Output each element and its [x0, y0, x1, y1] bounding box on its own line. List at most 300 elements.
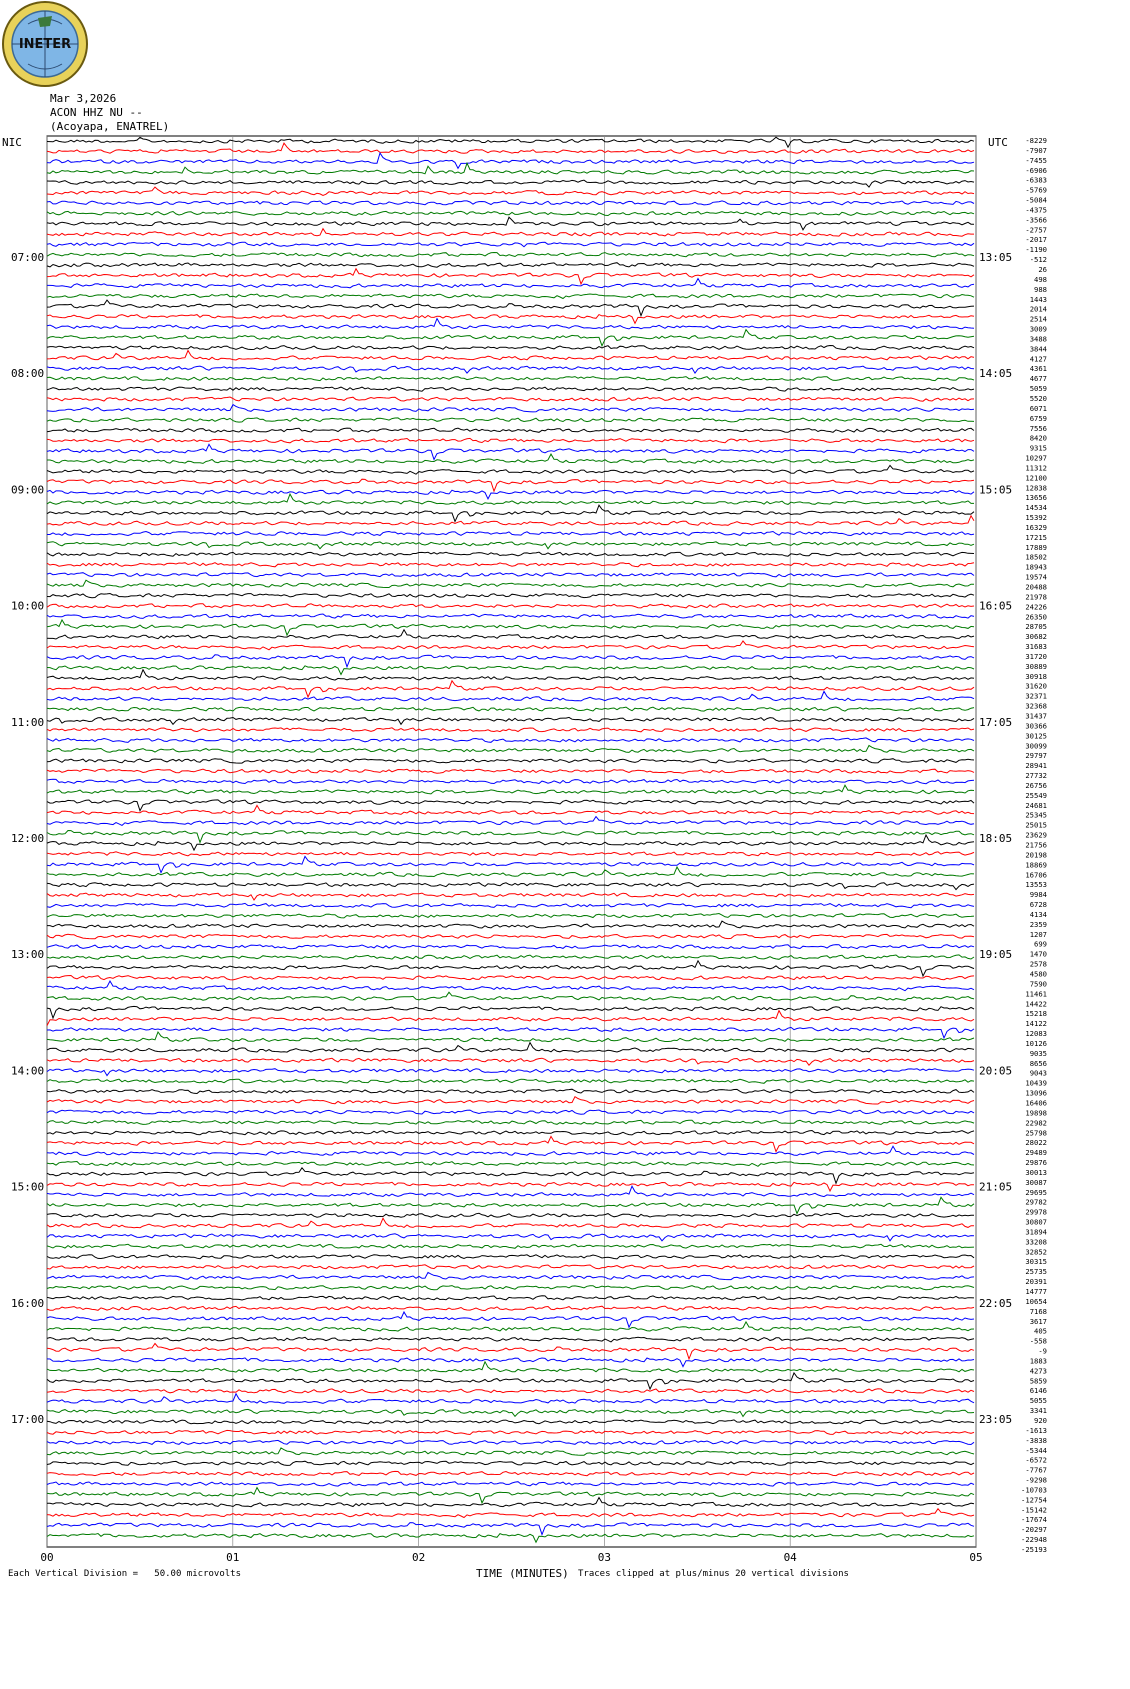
trace-59: [47, 738, 974, 743]
trace-32: [47, 454, 974, 463]
trace-offset-label: 19574: [1025, 572, 1047, 582]
trace-21: [47, 346, 974, 350]
trace-offset-label: -6572: [1025, 1455, 1047, 1465]
trace-41: [47, 552, 974, 556]
trace-offset-label: 1207: [1029, 929, 1047, 939]
trace-95: [47, 1110, 974, 1114]
left-time-label: 15:00: [11, 1180, 45, 1194]
trace-130: [47, 1471, 974, 1475]
trace-offset-label: 2514: [1029, 314, 1047, 324]
left-time-label: 07:00: [11, 251, 45, 264]
clip-note: Traces clipped at plus/minus 20 vertical divisions: [578, 1569, 849, 1579]
trace-46: [47, 604, 974, 608]
trace-8: [47, 211, 974, 215]
trace-offset-label: 6728: [1029, 900, 1047, 909]
trace-offset-label: -12754: [1021, 1495, 1047, 1505]
trace-126: [47, 1430, 974, 1434]
trace-offset-label: 30125: [1025, 731, 1047, 741]
trace-offset-label: 30087: [1025, 1177, 1047, 1187]
trace-129: [47, 1461, 974, 1465]
x-tick-01: 01: [226, 1551, 240, 1564]
trace-offset-label: 15218: [1025, 1009, 1047, 1019]
trace-74: [47, 893, 974, 900]
trace-22: [47, 351, 974, 361]
trace-78: [47, 934, 974, 938]
trace-136: [47, 1534, 974, 1543]
trace-115: [47, 1312, 974, 1327]
trace-offset-label: 25015: [1025, 820, 1047, 830]
trace-offset-label: -512: [1029, 255, 1047, 265]
trace-39: [47, 532, 974, 536]
trace-11: [47, 242, 974, 247]
trace-offset-label: 5520: [1029, 394, 1047, 403]
trace-40: [47, 542, 974, 549]
trace-26: [47, 397, 974, 401]
trace-28: [47, 418, 974, 422]
trace-offset-label: 6146: [1029, 1386, 1047, 1396]
x-axis-title: TIME (MINUTES): [476, 1567, 569, 1580]
trace-offset-label: -5769: [1025, 185, 1047, 195]
trace-offset-label: -22948: [1021, 1535, 1047, 1545]
trace-offset-label: 29876: [1025, 1158, 1047, 1167]
trace-83: [47, 981, 974, 991]
trace-offset-label: 4580: [1029, 969, 1047, 979]
trace-19: [47, 319, 974, 329]
left-time-label: 16:00: [11, 1296, 45, 1310]
trace-offset-label: 8420: [1029, 433, 1047, 443]
trace-104: [47, 1197, 974, 1213]
trace-127: [47, 1440, 974, 1444]
trace-offset-label: 16406: [1025, 1098, 1047, 1108]
trace-12: [47, 253, 974, 257]
trace-17: [47, 300, 974, 316]
trace-offset-label: 30889: [1025, 661, 1047, 671]
trace-98: [47, 1136, 974, 1151]
trace-77: [47, 921, 974, 928]
trace-68: [47, 831, 974, 843]
left-time-labels: [11, 251, 44, 1426]
trace-offset-label: 25735: [1025, 1267, 1047, 1277]
trace-100: [47, 1162, 974, 1167]
trace-offset-label: 26: [1038, 265, 1047, 274]
header-date: Mar 3,2026: [50, 92, 117, 105]
trace-offset-label: 2578: [1029, 959, 1047, 969]
trace-88: [47, 1032, 974, 1042]
trace-15: [47, 279, 974, 288]
trace-9: [47, 217, 974, 230]
trace-43: [47, 573, 974, 577]
trace-offset-label: -15142: [1021, 1505, 1047, 1515]
trace-45: [47, 594, 974, 598]
trace-110: [47, 1265, 974, 1269]
trace-135: [47, 1523, 974, 1535]
trace-offset-label: 988: [1034, 284, 1047, 294]
right-zone-label: UTC: [988, 136, 1008, 149]
trace-offset-label: 4361: [1029, 364, 1047, 374]
trace-64: [47, 785, 974, 794]
trace-85: [47, 1006, 974, 1018]
left-time-label: 12:00: [11, 832, 45, 845]
right-time-label: 22:05: [979, 1296, 1013, 1310]
trace-66: [47, 805, 974, 814]
trace-offset-label: 1443: [1029, 294, 1047, 304]
trace-offset-label: 31720: [1025, 652, 1047, 661]
trace-offset-label: 10654: [1025, 1296, 1047, 1306]
trace-94: [47, 1097, 974, 1104]
trace-offset-label: 5059: [1029, 384, 1047, 394]
trace-123: [47, 1394, 974, 1404]
trace-offset-label: -2757: [1025, 225, 1047, 235]
trace-52: [47, 666, 974, 675]
trace-51: [47, 655, 974, 667]
trace-99: [47, 1146, 974, 1155]
trace-offset-label: 27732: [1025, 771, 1047, 780]
trace-offset-label: 22982: [1025, 1118, 1047, 1128]
header-channel: ACON HHZ NU --: [50, 106, 143, 119]
trace-75: [47, 903, 974, 907]
trace-107: [47, 1234, 974, 1241]
trace-69: [47, 835, 974, 850]
logo-text: INETER: [18, 37, 72, 52]
trace-93: [47, 1089, 974, 1093]
trace-offset-label: 13553: [1025, 880, 1047, 890]
scale-note: Each Vertical Division = 50.00 microvolts: [8, 1569, 241, 1579]
trace-offset-label: 31437: [1025, 711, 1047, 721]
x-tick-05: 05: [969, 1551, 983, 1564]
trace-offset-label: 20391: [1025, 1277, 1047, 1287]
trace-offset-label: -8229: [1025, 136, 1047, 145]
trace-113: [47, 1296, 974, 1300]
trace-offset-label: 8656: [1029, 1058, 1047, 1068]
trace-54: [47, 681, 974, 697]
trace-offset-label: 25798: [1025, 1128, 1047, 1138]
trace-30: [47, 438, 974, 442]
trace-33: [47, 465, 974, 474]
right-time-label: 15:05: [979, 483, 1013, 497]
trace-offset-label: 32852: [1025, 1247, 1047, 1257]
trace-65: [47, 800, 974, 811]
trace-offset-label: 30807: [1025, 1217, 1047, 1227]
trace-119: [47, 1358, 974, 1367]
trace-offset-label: 20198: [1025, 850, 1047, 860]
trace-34: [47, 479, 974, 491]
trace-offset-label: 21756: [1025, 840, 1047, 850]
trace-1: [47, 137, 974, 147]
trace-36: [47, 494, 974, 504]
trace-offset-label: 3617: [1029, 1316, 1047, 1326]
left-time-label: 09:00: [11, 483, 45, 497]
trace-offset-label: 24226: [1025, 602, 1047, 612]
right-time-label: 21:05: [979, 1180, 1013, 1194]
trace-89: [47, 1043, 974, 1053]
trace-20: [47, 330, 974, 346]
trace-29: [47, 428, 974, 432]
trace-120: [47, 1362, 974, 1373]
trace-offset-label: 16329: [1025, 523, 1047, 532]
trace-122: [47, 1389, 974, 1393]
left-time-label: 13:00: [11, 948, 45, 962]
trace-offset-label: 32368: [1025, 701, 1047, 711]
trace-35: [47, 490, 974, 499]
trace-96: [47, 1120, 974, 1124]
trace-offset-label: 3488: [1029, 334, 1047, 344]
trace-offset-label: 15392: [1025, 513, 1047, 523]
trace-offset-label: 19898: [1025, 1108, 1047, 1118]
trace-offset-label: -2017: [1025, 235, 1047, 245]
trace-offset-label: 3009: [1029, 324, 1047, 334]
trace-87: [47, 1027, 974, 1038]
left-time-label: 08:00: [11, 367, 45, 381]
trace-71: [47, 856, 974, 872]
trace-offset-label: 14122: [1025, 1019, 1047, 1029]
trace-offset-label: 9984: [1029, 890, 1047, 900]
trace-6: [47, 187, 974, 195]
trace-47: [47, 614, 974, 618]
trace-23: [47, 366, 974, 373]
trace-offset-label: 498: [1034, 274, 1047, 284]
trace-24: [47, 377, 974, 381]
trace-50: [47, 641, 974, 650]
right-time-label: 20:05: [979, 1064, 1013, 1078]
trace-offset-label: 12083: [1025, 1029, 1047, 1038]
trace-134: [47, 1509, 974, 1518]
trace-offset-label: 920: [1034, 1416, 1047, 1425]
trace-offset-label: 28941: [1025, 761, 1047, 771]
trace-offset-label: -558: [1029, 1336, 1047, 1346]
trace-84: [47, 992, 974, 1000]
right-time-labels: [979, 251, 1012, 1426]
trace-offset-label: 10126: [1025, 1039, 1047, 1048]
trace-14: [47, 269, 974, 284]
right-time-label: 18:05: [979, 832, 1013, 845]
trace-offset-label: 9035: [1029, 1048, 1047, 1058]
trace-offset-label: 9315: [1029, 443, 1047, 453]
right-time-label: 14:05: [979, 367, 1013, 381]
trace-133: [47, 1498, 974, 1507]
trace-105: [47, 1213, 974, 1217]
trace-offset-label: 13096: [1025, 1088, 1047, 1098]
trace-offset-label: 25549: [1025, 790, 1047, 800]
trace-offset-label: 29782: [1025, 1197, 1047, 1207]
trace-103: [47, 1186, 974, 1196]
trace-62: [47, 769, 974, 773]
trace-offset-label: -7767: [1025, 1465, 1047, 1475]
trace-offset-label: 2014: [1029, 304, 1047, 314]
trace-offset-label: -5344: [1025, 1445, 1047, 1455]
trace-offset-label: -9: [1038, 1346, 1047, 1356]
trace-116: [47, 1322, 974, 1331]
trace-67: [47, 817, 974, 826]
trace-18: [47, 315, 974, 324]
trace-3: [47, 153, 974, 168]
trace-offset-label: 4134: [1029, 910, 1047, 919]
trace-offset-label: 17215: [1025, 532, 1047, 542]
trace-42: [47, 563, 974, 567]
trace-offset-label: 7168: [1029, 1306, 1047, 1316]
x-tick-00: 00: [40, 1551, 54, 1564]
trace-offset-label: -6383: [1025, 175, 1047, 185]
trace-102: [47, 1182, 974, 1191]
trace-offset-label: 4127: [1029, 354, 1047, 364]
trace-61: [47, 759, 974, 763]
trace-offset-label: -20297: [1021, 1525, 1047, 1535]
trace-114: [47, 1306, 974, 1310]
trace-82: [47, 976, 974, 980]
trace-125: [47, 1420, 974, 1424]
trace-106: [47, 1218, 974, 1228]
trace-offset-label: 31683: [1025, 642, 1047, 651]
trace-offset-label: 33208: [1025, 1237, 1047, 1247]
x-tick-04: 04: [783, 1551, 797, 1564]
trace-offset-label: 28022: [1025, 1138, 1047, 1148]
right-time-label: 23:05: [979, 1413, 1013, 1426]
trace-86: [47, 1011, 974, 1026]
trace-offset-label: 12838: [1025, 483, 1047, 493]
trace-offset-label: 32371: [1025, 691, 1047, 701]
trace-44: [47, 580, 974, 587]
trace-offset-label: 6759: [1029, 413, 1047, 423]
trace-112: [47, 1286, 974, 1290]
trace-91: [47, 1069, 974, 1076]
trace-offset-label: 24681: [1025, 800, 1047, 810]
trace-offset-label: -7907: [1025, 145, 1047, 155]
trace-offset-label: 23629: [1025, 830, 1047, 840]
trace-16: [47, 294, 974, 299]
trace-97: [47, 1131, 974, 1135]
trace-offset-label: 14777: [1025, 1287, 1047, 1296]
trace-offset-label: 21978: [1025, 592, 1047, 602]
trace-offset-label: -3838: [1025, 1435, 1047, 1445]
trace-offset-label: 6071: [1029, 403, 1047, 413]
trace-131: [47, 1482, 974, 1486]
trace-25: [47, 387, 974, 391]
trace-124: [47, 1409, 974, 1416]
trace-offset-label: -25193: [1021, 1545, 1047, 1554]
trace-80: [47, 955, 974, 959]
trace-118: [47, 1344, 974, 1359]
trace-offset-label: 11312: [1025, 463, 1047, 473]
trace-offset-label: 30315: [1025, 1257, 1047, 1267]
trace-31: [47, 444, 974, 459]
trace-5: [47, 180, 974, 187]
trace-109: [47, 1255, 974, 1259]
trace-lines: [47, 137, 974, 1542]
trace-offset-label: 29695: [1025, 1187, 1047, 1197]
trace-48: [47, 620, 974, 635]
trace-72: [47, 867, 974, 877]
left-zone-label: NIC: [2, 136, 22, 149]
trace-101: [47, 1168, 974, 1184]
left-time-label: 10:00: [11, 599, 45, 613]
trace-offset-label: 14534: [1025, 503, 1047, 513]
trace-offset-label: -6906: [1025, 165, 1047, 175]
trace-offset-label: 20488: [1025, 582, 1047, 592]
trace-offset-label: -7455: [1025, 155, 1047, 165]
trace-offset-label: 26350: [1025, 612, 1047, 622]
trace-offset-label: 2359: [1029, 919, 1047, 929]
trace-7: [47, 201, 974, 205]
trace-offset-label: 18869: [1025, 860, 1047, 870]
trace-offset-label: 7590: [1029, 979, 1047, 989]
trace-2: [47, 143, 974, 153]
left-time-label: 17:00: [11, 1413, 45, 1426]
trace-offset-label: 1470: [1029, 949, 1047, 959]
trace-offset-label: 30013: [1025, 1167, 1047, 1177]
trace-10: [47, 229, 974, 237]
trace-56: [47, 707, 974, 711]
trace-108: [47, 1244, 974, 1248]
right-time-label: 13:05: [979, 251, 1013, 264]
x-tick-03: 03: [597, 1551, 612, 1564]
trace-92: [47, 1079, 974, 1083]
right-time-label: 16:05: [979, 599, 1013, 613]
left-time-label: 11:00: [11, 715, 45, 729]
trace-offset-label: 7556: [1029, 423, 1047, 433]
trace-37: [47, 505, 974, 521]
trace-offset-label: 30366: [1025, 721, 1047, 731]
trace-offset-label: 1883: [1029, 1356, 1047, 1366]
trace-132: [47, 1488, 974, 1503]
trace-70: [47, 852, 974, 856]
trace-offset-label: 25345: [1025, 810, 1047, 820]
trace-63: [47, 779, 974, 784]
trace-offset-label: 31620: [1025, 681, 1047, 691]
trace-offset-label: -1190: [1025, 245, 1047, 255]
right-time-label: 17:05: [979, 715, 1013, 729]
trace-offset-label: 13656: [1025, 493, 1047, 503]
trace-79: [47, 945, 974, 949]
trace-offset-label: 5859: [1029, 1376, 1047, 1386]
trace-offset-label: -1613: [1025, 1425, 1047, 1435]
trace-117: [47, 1337, 974, 1342]
trace-121: [47, 1373, 974, 1389]
trace-offset-label: 29797: [1025, 751, 1047, 761]
trace-offset-label: 10297: [1025, 453, 1047, 463]
trace-27: [47, 405, 974, 412]
trace-offset-label: 28705: [1025, 622, 1047, 632]
trace-offset-label: -3566: [1025, 215, 1047, 225]
trace-offset-label: 3341: [1029, 1406, 1047, 1416]
trace-offset-label: 4273: [1029, 1366, 1047, 1376]
trace-offset-label: 18502: [1025, 552, 1047, 562]
trace-57: [47, 717, 974, 724]
trace-offset-label: 9043: [1029, 1068, 1047, 1078]
trace-offset-label: 4677: [1029, 374, 1047, 384]
trace-offset-label: 5055: [1029, 1396, 1047, 1406]
trace-offset-label: 30099: [1025, 741, 1047, 751]
trace-offset-label: 26756: [1025, 781, 1047, 790]
trace-38: [47, 516, 974, 526]
trace-offset-label: -4375: [1025, 205, 1047, 215]
trace-81: [47, 961, 974, 976]
trace-offset-label: 699: [1034, 939, 1047, 949]
trace-offset-label: -5084: [1025, 195, 1047, 205]
trace-offset-label: 30682: [1025, 632, 1047, 642]
trace-53: [47, 670, 974, 680]
trace-128: [47, 1448, 974, 1455]
trace-offset-label: -10703: [1021, 1485, 1047, 1495]
trace-49: [47, 630, 974, 639]
trace-13: [47, 263, 974, 268]
x-tick-02: 02: [411, 1551, 426, 1564]
trace-offset-label: 16706: [1025, 870, 1047, 880]
trace-76: [47, 914, 974, 918]
trace-offset-labels: [1021, 136, 1047, 1554]
trace-55: [47, 691, 974, 701]
trace-offset-label: 3844: [1029, 344, 1047, 354]
trace-offset-label: 14422: [1025, 999, 1047, 1009]
trace-offset-label: -17674: [1021, 1515, 1047, 1525]
